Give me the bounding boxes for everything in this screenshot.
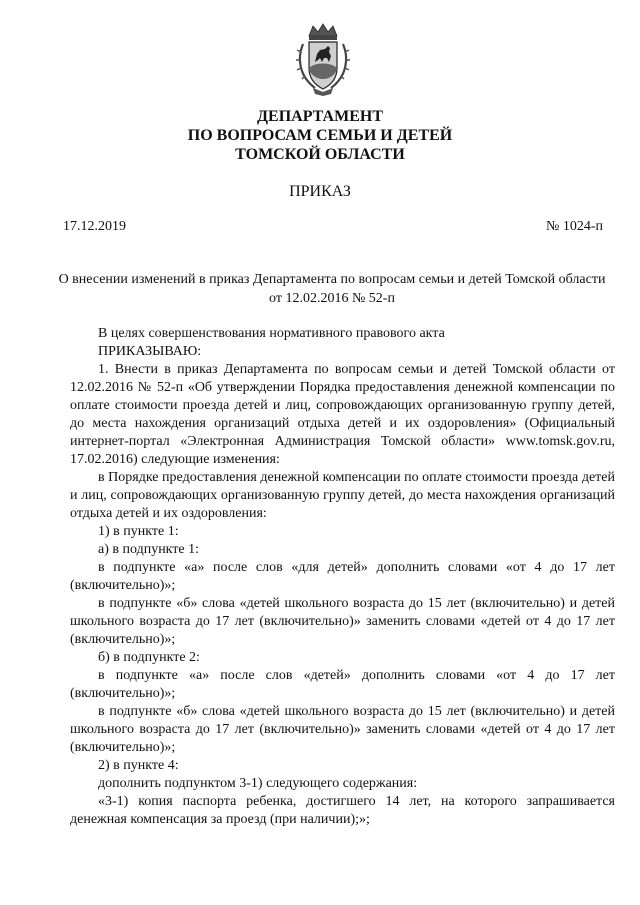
org-line-2: ПО ВОПРОСАМ СЕМЬИ И ДЕТЕЙ — [187, 127, 453, 144]
document-date: 17.12.2019 — [63, 219, 126, 234]
tomsk-coat-of-arms-icon — [295, 22, 351, 96]
document-subject — [52, 270, 612, 308]
paragraph-order: ПРИКАЗЫВАЮ: — [98, 344, 202, 359]
paragraph-procedure: в Порядке предоставления денежной компенсации по оплате стоимости проезда детей и лиц, сопровождающих организованную группу детей, до места нахождения организаций отдыха детей и их оздоровления: — [70, 470, 615, 521]
organization-name — [0, 107, 640, 164]
paragraph-subpoint-b-a: в подпункте «а» после слов «детей» дополнить словами «от 4 до 17 лет (включительно)»; — [70, 668, 615, 701]
org-line-3: ТОМСКОЙ ОБЛАСТИ — [235, 146, 405, 163]
paragraph-subpoint-a-b: в подпункте «б» слова «детей школьного возраста до 15 лет (включительно) и детей школьного возраста до 17 лет (включительно)» заменить словами «детей от 4 до 17 лет (включительно)»; — [70, 596, 615, 647]
paragraph-preamble: В целях совершенствования нормативного правового акта — [98, 326, 445, 341]
paragraph-point-1: 1) в пункте 1: — [98, 524, 179, 539]
paragraph-subpoint-b-b: в подпункте «б» слова «детей школьного возраста до 15 лет (включительно) и детей школьного возраста до 17 лет (включительно)» заменить словами «детей от 4 до 17 лет (включительно)»; — [70, 704, 615, 755]
paragraph-item-1: 1. Внести в приказ Департамента по вопросам семьи и детей Томской области от 12.02.2016 № 52-п «Об утверждении Порядка предоставления денежной компенсации по оплате стоимости проезда детей и лиц, сопровождающих организованную группу детей, до места нахождения организаций отдыха детей и их оздоровления» (Официальный интернет-портал «Электронная Администрация Томской области» www.tomsk.gov.ru, 17.02.2016) следующие изменения: — [70, 362, 615, 467]
paragraph-subpoint-b: б) в подпункте 2: — [98, 650, 200, 665]
document-number: № 1024-п — [545, 219, 603, 234]
document-type: ПРИКАЗ — [289, 183, 351, 200]
paragraph-point-4: 2) в пункте 4: — [98, 758, 179, 773]
document-body — [70, 325, 615, 829]
paragraph-add-subpoint: дополнить подпунктом 3-1) следующего содержания: — [98, 776, 418, 791]
subject-line-1: О внесении изменений в приказ Департамента по вопросам семьи и детей Томской области — [58, 272, 606, 287]
subject-line-2: от 12.02.2016 № 52-п — [269, 291, 395, 306]
paragraph-subpoint-a-a: в подпункте «а» после слов «для детей» дополнить словами «от 4 до 17 лет (включительно)»; — [70, 560, 615, 593]
paragraph-subpoint-3-1: «3-1) копия паспорта ребенка, достигшего 14 лет, на которого запрашивается денежная компенсация за проезд (при наличии);»; — [70, 794, 615, 827]
org-line-1: ДЕПАРТАМЕНТ — [257, 108, 383, 125]
paragraph-subpoint-a: а) в подпункте 1: — [98, 542, 200, 557]
